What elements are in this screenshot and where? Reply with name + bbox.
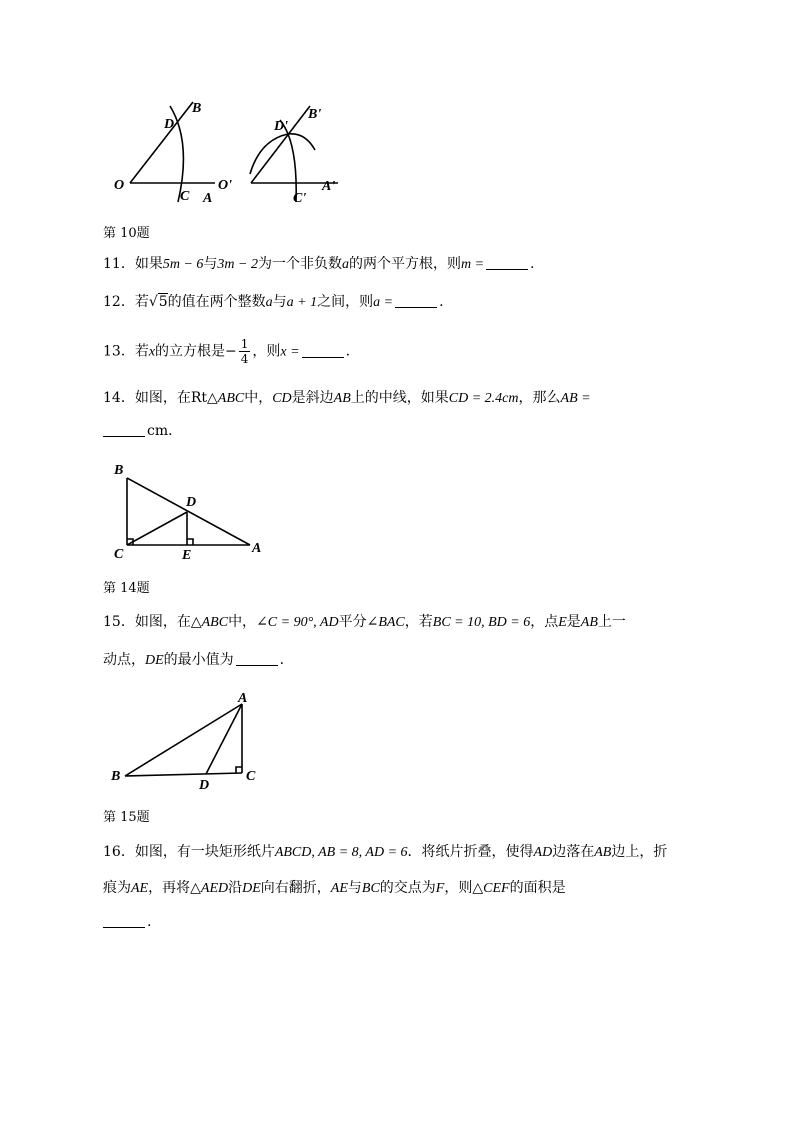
question-14-line-1: 14．如图，在Rt△ABC中，CD是斜边AB上的中线，如果CD = 2.4cm，那么AB = (103, 390, 591, 406)
label-C-prime: C' (293, 191, 307, 206)
question-11: 11．如果5m − 6与3m − 2为一个非负数a的两个平方根，则m = . (103, 256, 535, 272)
label-D: D (164, 117, 175, 132)
answer-blank[interactable] (103, 913, 145, 928)
figure-10-caption: 第 10题 (103, 226, 150, 241)
question-16-line-3: . (103, 912, 151, 932)
label-A: A (203, 191, 213, 206)
figure-15-caption: 第 15题 (103, 810, 150, 825)
label-O: O (114, 178, 125, 193)
question-12: 12．若√5的值在两个整数a与a + 1之间，则a = . (103, 294, 444, 310)
label-C: C (114, 547, 124, 562)
label-C: C (246, 769, 256, 784)
label-A: A (252, 541, 262, 556)
label-C: C (180, 189, 190, 204)
label-D-prime: D' (274, 119, 288, 134)
fraction: $\frac{1}{4}$ (240, 337, 249, 366)
label-B: B (114, 463, 124, 478)
answer-blank[interactable] (103, 422, 145, 437)
label-D: D (186, 495, 197, 510)
label-D: D (199, 778, 210, 790)
label-B-prime: B' (308, 107, 322, 122)
figure-14-caption: 第 14题 (103, 581, 150, 596)
question-16-line-2: 痕为AE，再将△AED沿DE向右翻折，AE与BC的交点为F，则△CEF的面积是 (103, 880, 566, 896)
label-A-prime: A' (322, 179, 336, 194)
answer-blank[interactable] (302, 343, 344, 358)
figure-10 (100, 92, 360, 222)
question-16-line-1: 16．如图，有一块矩形纸片ABCD, AB = 8, AD = 6．将纸片折叠，使得AD边落在AB边上，折 (103, 844, 668, 860)
label-A: A (238, 691, 248, 706)
question-13: 13．若x的立方根是− $\frac{1}{4}$ ，则x = . (103, 337, 351, 366)
answer-blank[interactable] (486, 255, 528, 270)
label-B: B (111, 769, 121, 784)
question-15-line-1: 15．如图，在△ABC中，∠C = 90°, AD平分∠BAC，若BC = 10, BD = 6，点E是AB上一 (103, 614, 626, 630)
label-O-prime: O' (218, 178, 232, 193)
figure-15 (108, 690, 273, 790)
answer-blank[interactable] (395, 293, 437, 308)
figure-14 (108, 460, 268, 565)
question-15-line-2: 动点，DE的最小值为 . (103, 652, 285, 668)
question-14-line-2: cm． (103, 421, 182, 441)
answer-blank[interactable] (236, 651, 278, 666)
label-E: E (182, 548, 192, 563)
label-B: B (192, 101, 202, 116)
